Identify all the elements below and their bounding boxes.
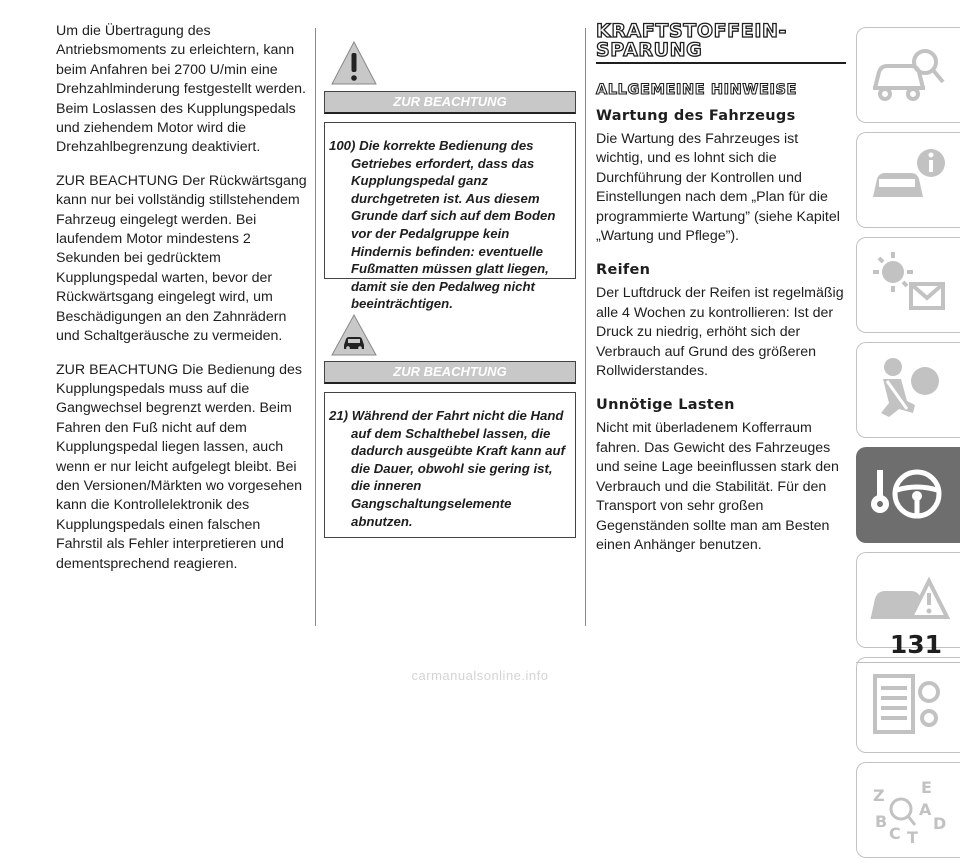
index-letter: Z (873, 786, 885, 805)
warning-car-icon (330, 313, 378, 357)
tab-car-info[interactable] (856, 132, 960, 228)
watermark: carmanualsonline.info (411, 668, 549, 683)
key-steering-wheel-icon (867, 456, 951, 534)
warning-header: ZUR BEACHTUNG (324, 361, 576, 384)
warning-header: ZUR BEACHTUNG (324, 91, 576, 114)
index-letter: A (919, 800, 932, 819)
car-info-icon (867, 141, 951, 219)
tab-airbag-safety[interactable] (856, 342, 960, 438)
section-title (596, 22, 844, 60)
tab-alphabetical-index[interactable] (856, 762, 960, 858)
tab-key-steering-wheel[interactable] (856, 447, 960, 543)
block-text: Der Luftdruck der Reifen ist regelmäßig alle 4 Wochen zu kontrollieren: Ist der Druck zu niedrig, erhöht sich der Verbrauch auf Grund des größeren Rollwiderstandes. (596, 285, 844, 380)
chapter-tabs (856, 27, 960, 867)
paragraph: ZUR BEACHTUNG Die Bedienung des Kupplungspedals muss auf die Gangwechsel begrenzt werden. Beim Fahren den Fuß nicht auf dem Kupplungspedal liegen lassen, auch wenn er nur leicht aufgelegt bleibt. Bei den Versionen/Märkten wo vorgesehen kann die Kontrollelektronik des Kupplungspedals einen falschen Fahrstil als Fehler interpretieren und dementsprechend reagieren. (56, 361, 303, 572)
index-letter: D (933, 814, 947, 833)
column-divider (315, 28, 316, 626)
subsection-title: ALLGEMEINE HINWEISE (596, 82, 798, 98)
warning-box (324, 392, 576, 538)
left-column (56, 22, 308, 588)
warning-item (329, 137, 569, 313)
warning-text: Während der Fahrt nicht die Hand auf dem Schalthebel lassen, die dadurch ausgeübte Kraft kann auf die Dauer, obwohl sie gering ist, die inneren Gangschaltungselemente abnutzen. (351, 408, 565, 529)
airbag-safety-icon (867, 351, 951, 429)
warning-number: 21) (329, 408, 349, 423)
block-heading: Wartung des Fahrzeugs (596, 108, 796, 124)
warning-lights-icon (867, 246, 951, 324)
paragraph: Um die Übertragung des Antriebsmoments zu erleichtern, kann beim Anfahren bei 2700 U/min eine Drehzahlminderung festgestellt werden. Beim Loslassen des Kupplungspedals und ziehendem Motor wird die Drehzahlbegrenzung deaktiviert. (56, 23, 306, 156)
index-letter: T (907, 828, 918, 847)
right-column (596, 22, 844, 569)
paragraph: ZUR BEACHTUNG Der Rückwärtsgang kann nur bei vollständig stillstehendem Fahrzeug eingelegt werden. Bei laufendem Motor mindestens 2 Sekunden bei gedrücktem Kupplungspedal warten, bevor der Rückwärtsgang eingelegt wird, um Beschädigungen an den Zahnrädern und Schaltgeräusche zu vermeiden. (56, 172, 307, 345)
emergency-triangle-icon (867, 561, 951, 639)
warning-number: 100) (329, 138, 356, 153)
car-search-icon (867, 36, 951, 114)
section-title-line: KRAFTSTOFFEIN- (596, 20, 787, 42)
warning-text: Die korrekte Bedienung des Getriebes erfordert, dass das Kupplungspedal ganz durchgetreten ist. Aus diesem Grunde darf sich auf dem Boden vor der Pedalgruppe kein Hindernis befinden: eventuelle Fußmatten müssen glatt liegen, damit sie den Pedalweg nicht beeinträchtigen. (351, 138, 556, 312)
block-text: Die Wartung des Fahrzeuges ist wichtig, und es lohnt sich die Durchführung der Kontrollen und Einstellungen nach dem „Plan für die programmierte Wartung” (siehe Kapitel „Wartung und Pflege”). (596, 131, 840, 245)
index-letter: E (921, 778, 932, 797)
middle-column (324, 0, 576, 538)
page-number-rule (856, 662, 960, 663)
warning-item (329, 407, 569, 530)
warning-exclamation-icon (330, 40, 378, 88)
column-divider (585, 28, 586, 626)
index-letter: C (889, 824, 901, 843)
tab-warning-lights[interactable] (856, 237, 960, 333)
block-heading: Unnötige Lasten (596, 397, 735, 414)
section-title-line: SPARUNG (596, 39, 703, 61)
block-heading: Reifen (596, 262, 651, 279)
index-letter: B (875, 812, 888, 831)
page-number: 131 (889, 630, 942, 659)
tab-car-search[interactable] (856, 27, 960, 123)
alphabet-index-icon (867, 771, 951, 849)
warning-box (324, 122, 576, 312)
block-text: Nicht mit überladenem Kofferraum fahren. Das Gewicht des Fahrzeuges und seine Lage beeinflussen stark den Verbrauch und die Stabilität. Für den Transport von sehr großen Gegenständen sollte man am Besten einen Anhänger benutzen. (596, 420, 839, 553)
